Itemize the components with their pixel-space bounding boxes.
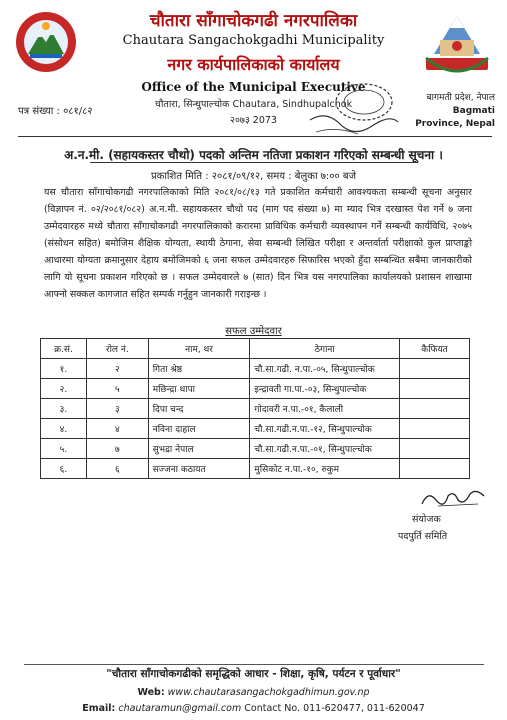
cell-remarks [400, 359, 470, 379]
province-nepali: बागमती प्रदेश, नेपाल [426, 93, 495, 103]
footer-contact [0, 703, 507, 714]
title-underline [90, 162, 418, 163]
time-label: समय : [266, 171, 292, 182]
table-row [41, 419, 470, 439]
address-english: Chautara, Sindhupalchok [232, 99, 353, 110]
header-name: नाम, थर [148, 339, 250, 359]
table-row [41, 439, 470, 459]
cell-roll: ४ [86, 419, 148, 439]
table-row [41, 459, 470, 479]
cell-serial: २. [41, 379, 87, 399]
cell-remarks [400, 459, 470, 479]
cell-serial: ६. [41, 459, 87, 479]
notice-title: अ.न.मी. (सहायकस्तर चौथो) पदको अन्तिम नतिजा प्रकाशन गरिएको सम्बन्धी सूचना । [64, 148, 443, 162]
header-divider [18, 136, 492, 137]
footer-divider [24, 664, 484, 665]
header-serial: क्र.सं. [41, 339, 87, 359]
cell-remarks [400, 419, 470, 439]
cell-address: चौ.सा.गढी. न.पा.-०५, सिन्धुपाल्चोक [250, 359, 400, 379]
province-label [405, 92, 495, 131]
cell-remarks [400, 439, 470, 459]
ref-value: ०८१/८२ [63, 106, 93, 117]
year-nepali: २०७३ [230, 115, 250, 126]
header-address: ठेगाना [250, 339, 400, 359]
cell-roll: ६ [86, 459, 148, 479]
cell-serial: ३. [41, 399, 87, 419]
cell-address: चौ.सा.गढी.न.पा.-०१, सिन्धुपाल्चोक [250, 439, 400, 459]
date-label: प्रकाशित मिति : [150, 171, 209, 182]
email-label: Email: [82, 703, 116, 714]
cell-serial: ४. [41, 419, 87, 439]
header-title-english: Chautara Sangachokgadhi Municipality [122, 33, 385, 48]
province-english: Bagmati Province, Nepal [415, 106, 495, 129]
cell-name: मछिन्द्रा थापा [148, 379, 250, 399]
cell-name: गिता श्रेष्ठ [148, 359, 250, 379]
cell-remarks [400, 379, 470, 399]
header-title-nepali: चौतारा साँगाचोकगढी नगरपालिका [149, 11, 358, 31]
footer-website [0, 687, 507, 698]
year-english: 2073 [252, 115, 277, 126]
ref-label: पत्र संख्या : [18, 106, 60, 117]
contact-value: 011-620477, 011-620047 [303, 703, 425, 714]
cell-address: इन्द्रावती गा.पा.-०३, सिन्धुपाल्चोक [250, 379, 400, 399]
header-roll: रोल नं. [86, 339, 148, 359]
cell-roll: ३ [86, 399, 148, 419]
results-table [40, 338, 470, 479]
cell-address: मुसिकोट न.पा.-१०, रुकुम [250, 459, 400, 479]
header-remarks: कैफियत [400, 339, 470, 359]
header-office-english: Office of the Municipal Executive [141, 80, 366, 94]
cell-roll: ५ [86, 379, 148, 399]
time-value: बेलुका ७:०० बजे [294, 171, 357, 182]
address-nepali: चौतारा, सिन्धुपाल्चोक [154, 99, 230, 110]
cell-name: दिपा चन्द [148, 399, 250, 419]
signature-committee: पदपुर्ति समिति [398, 531, 448, 542]
cell-roll: २ [86, 359, 148, 379]
web-link[interactable]: www.chautarasangachokgadhimun.gov.np [167, 687, 370, 698]
cell-serial: ५. [41, 439, 87, 459]
footer-slogan: "चौतारा साँगाचोकगढीको समृद्धिको आधार - शिक्षा, कृषि, पर्यटन र पूर्वाधार" [106, 668, 401, 680]
email-link[interactable]: chautaramun@gmail.com [118, 703, 242, 714]
cell-roll: ७ [86, 439, 148, 459]
cell-address: गोदावरी न.पा.-०१, कैलाली [250, 399, 400, 419]
table-caption: सफल उम्मेदवार [225, 326, 282, 337]
cell-name: सुभद्रा नेपाल [148, 439, 250, 459]
web-label: Web: [137, 687, 165, 698]
handwritten-signature [418, 486, 488, 510]
table-row [41, 399, 470, 419]
cell-serial: १. [41, 359, 87, 379]
reference-number [18, 103, 93, 117]
office-stamp [306, 80, 402, 138]
publish-date [0, 168, 507, 182]
contact-label: Contact No. [244, 703, 301, 714]
table-row [41, 379, 470, 399]
notice-body: यस चौतारा साँगाचोकगढी नगरपालिकाको मिति २०८१/०८/१३ गते प्रकाशित कर्मचारी आवश्यकता सम्बन्धी सूचना अनुसार (विज्ञापन नं. ०२/२०८१/०८२) अ.न.मी. सहायकस्तर चौथो पद (माग पद संख्या ७) मा म्याद भित्र दरखास्त पेश गर्ने ७ जना उम्मेदवारहरु मध्ये चौतारा साँगाचोकगढी नगरपालिकाको करारमा प्राविधिक कर्मचारी व्यवस्थापन गर्ने सम्बन्धी कार्यविधि, २०७५ (संसोधन सहित) बमोजिम शैक्षिक योग्यता, स्थायी ठेगाना, सेवा सम्बन्धी लिखित परीक्षा र अन्तर्वार्ता परीक्षाको कुल प्राप्ताङ्को आधारमा योग्यता क्रमानुसार देहाय बमोजिमको ६ जना सफल उम्मेदवारहरु सिफारिस भएको हुँदा सम्बन्धित सबैमा जानकारीको लागि यो सूचना प्रकाशन गरिएको छ । सफल उम्मेदवारले ७ (सात) दिन भित्र यस नगरपालिका कार्यालयको प्रशासन शाखामा आफ्नो सक्कल कागजात सहित सम्पर्क गर्नुहुन जानकारी गराइन्छ । [44, 187, 472, 300]
signature-role: संयोजक [412, 514, 441, 525]
cell-name: नविना दाहाल [148, 419, 250, 439]
cell-name: सज्जना कठायत [148, 459, 250, 479]
table-row [41, 359, 470, 379]
table-header-row [41, 339, 470, 359]
date-value: २०८१/०९/१२, [211, 171, 264, 182]
header-office-nepali: नगर कार्यपालिकाको कार्यालय [167, 55, 340, 74]
cell-remarks [400, 399, 470, 419]
cell-address: चौ.सा.गढी.न.पा.-१२, सिन्धुपाल्चोक [250, 419, 400, 439]
